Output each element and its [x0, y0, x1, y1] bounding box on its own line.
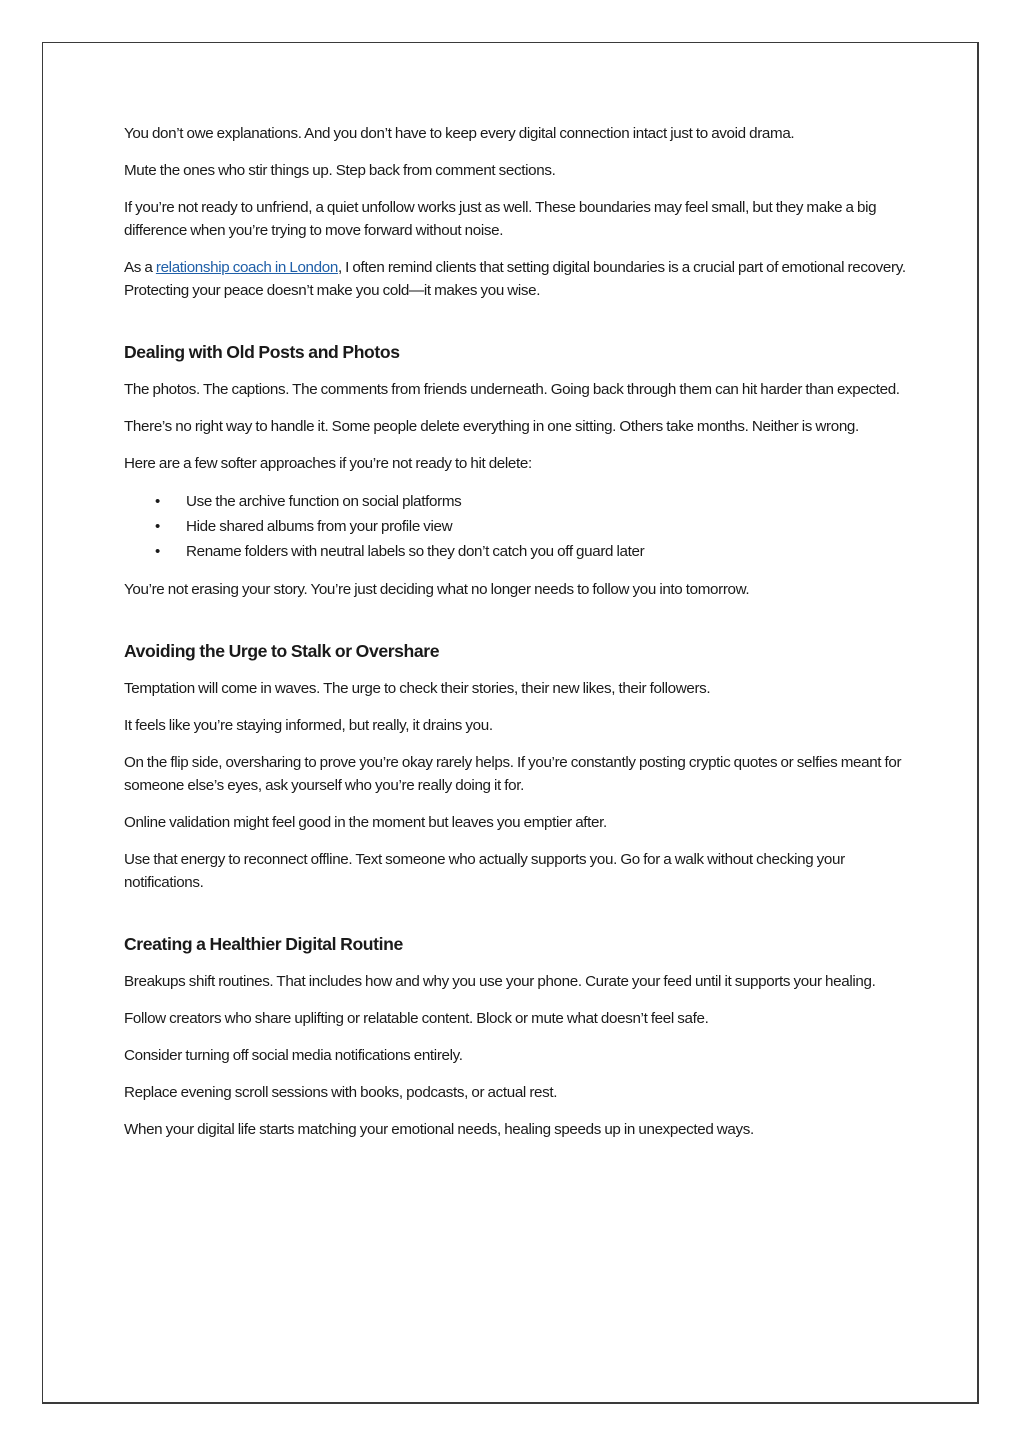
document-body — [124, 122, 914, 1155]
heading-old-posts: Dealing with Old Posts and Photos — [124, 342, 400, 362]
section-spacer — [124, 316, 914, 340]
old-posts-paragraph-4: You’re not erasing your story. You’re just deciding what no longer needs to follow you into tomorrow. — [124, 581, 750, 598]
routine-paragraph-3: Consider turning off social media notifications entirely. — [124, 1047, 463, 1064]
relationship-coach-link[interactable]: relationship coach in London — [155, 259, 338, 276]
intro-paragraph-2: Mute the ones who stir things up. Step back from comment sections. — [124, 162, 556, 179]
stalk-paragraph-4: Online validation might feel good in the moment but leaves you emptier after. — [124, 814, 607, 831]
section-spacer — [124, 615, 914, 639]
list-item: • Hide shared albums from your profile view — [124, 514, 914, 539]
list-item: • Use the archive function on social platforms — [124, 489, 914, 514]
approaches-list — [124, 489, 914, 564]
stalk-paragraph-5: Use that energy to reconnect offline. Text someone who actually supports you. Go for a walk without checking your notifications. — [124, 851, 845, 891]
intro-paragraph-1: You don’t owe explanations. And you don’t have to keep every digital connection intact just to avoid drama. — [124, 125, 795, 142]
list-item: • Rename folders with neutral labels so they don’t catch you off guard later — [124, 539, 914, 564]
routine-paragraph-1: Breakups shift routines. That includes how and why you use your phone. Curate your feed until it supports your healing. — [124, 973, 876, 990]
stalk-paragraph-1: Temptation will come in waves. The urge to check their stories, their new likes, their followers. — [124, 680, 711, 697]
heading-stalk-overshare: Avoiding the Urge to Stalk or Overshare — [124, 641, 440, 661]
old-posts-paragraph-3: Here are a few softer approaches if you’re not ready to hit delete: — [124, 455, 532, 472]
routine-paragraph-2: Follow creators who share uplifting or relatable content. Block or mute what doesn’t feel safe. — [124, 1010, 709, 1027]
intro-paragraph-4-start: As a — [124, 259, 156, 276]
intro-paragraph-3: If you’re not ready to unfriend, a quiet unfollow works just as well. These boundaries may feel small, but they make a big difference when you’re trying to move forward without noise. — [124, 199, 877, 239]
heading-digital-routine: Creating a Healthier Digital Routine — [124, 934, 403, 954]
old-posts-paragraph-2: There’s no right way to handle it. Some people delete everything in one sitting. Others take months. Neither is wrong. — [124, 418, 859, 435]
old-posts-paragraph-1: The photos. The captions. The comments from friends underneath. Going back through them can hit harder than expected. — [124, 381, 900, 398]
stalk-paragraph-3: On the flip side, oversharing to prove you’re okay rarely helps. If you’re constantly posting cryptic quotes or selfies meant for someone else’s eyes, ask yourself who you’re really doing it for. — [124, 754, 902, 794]
stalk-paragraph-2: It feels like you’re staying informed, but really, it drains you. — [124, 717, 493, 734]
routine-paragraph-4: Replace evening scroll sessions with books, podcasts, or actual rest. — [124, 1084, 558, 1101]
section-spacer — [124, 908, 914, 932]
intro-paragraph-4 — [124, 256, 914, 302]
routine-paragraph-5: When your digital life starts matching your emotional needs, healing speeds up in unexpected ways. — [124, 1121, 754, 1138]
intro-paragraph-4-end: , I often remind clients that setting digital boundaries is a crucial part of emotional recovery. Protecting your peace doesn’t make you cold—it makes you wise. — [124, 259, 906, 299]
